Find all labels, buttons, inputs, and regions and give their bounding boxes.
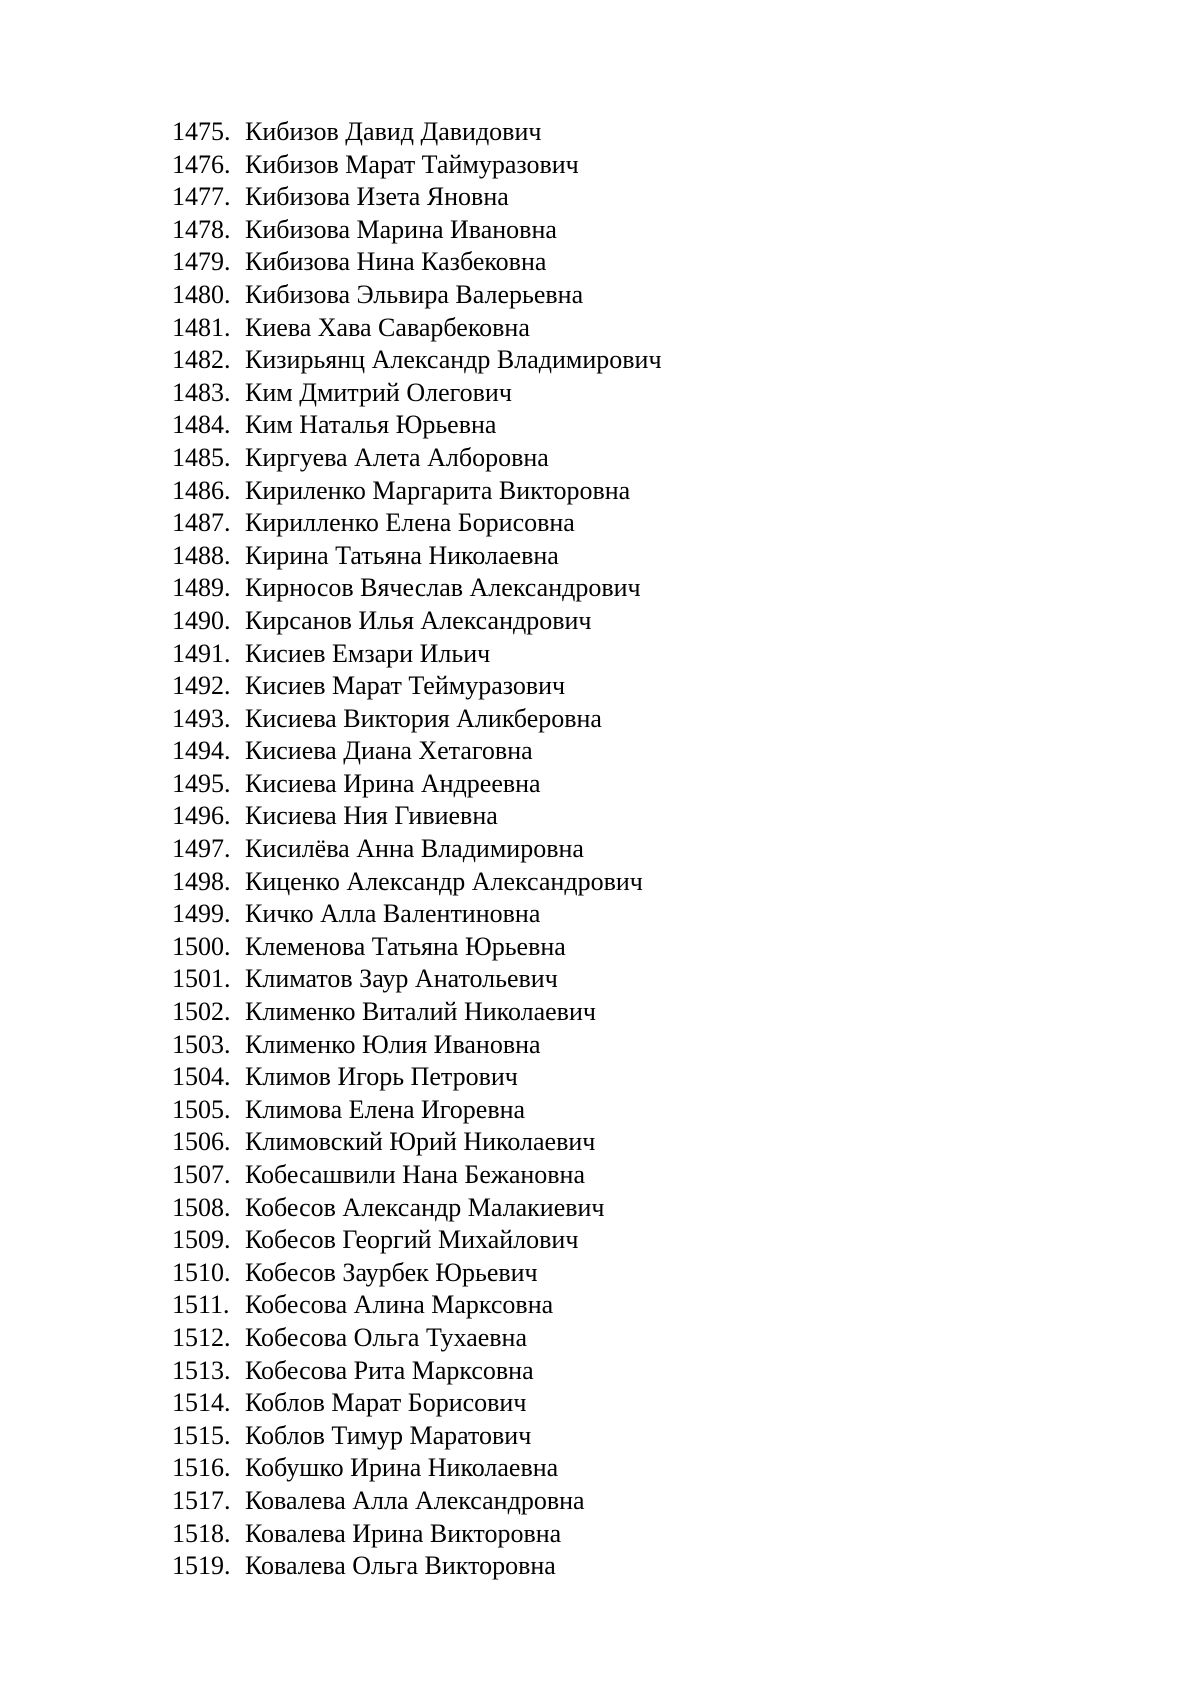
list-item [172, 670, 662, 703]
entry-number: 1476. [172, 149, 231, 179]
entry-number: 1499. [172, 899, 231, 929]
entry-number: 1505. [172, 1094, 231, 1124]
list-item [172, 866, 662, 899]
entry-number: 1490. [172, 605, 231, 635]
list-item [172, 963, 662, 996]
list-item [172, 344, 662, 377]
entry-number: 1504. [172, 1062, 231, 1092]
list-item [172, 1126, 662, 1159]
list-item [172, 768, 662, 801]
entry-number: 1498. [172, 866, 231, 896]
list-item [172, 1094, 662, 1127]
entry-number: 1511. [172, 1290, 230, 1320]
entry-full-name: Кобесов Заурбек Юрьевич [245, 1257, 538, 1287]
entry-number: 1507. [172, 1160, 231, 1189]
entry-number: 1502. [172, 997, 231, 1027]
entry-number: 1495. [172, 768, 231, 798]
entry-number: 1480. [172, 279, 231, 309]
list-item [172, 1420, 662, 1453]
entry-full-name: Кирсанов Илья Александрович [245, 605, 592, 635]
list-item [172, 507, 662, 540]
entry-full-name: Кисиев Емзари Ильич [245, 638, 491, 668]
list-item [172, 1029, 662, 1062]
entry-number: 1478. [172, 214, 231, 244]
list-item [172, 181, 662, 214]
entry-full-name: Киева Хава Саварбековна [245, 312, 530, 342]
entry-full-name: Кизирьянц Александр Владимирович [245, 345, 662, 375]
list-item [172, 605, 662, 638]
list-item [172, 1355, 662, 1388]
entry-full-name: Климовский Юрий Николаевич [245, 1127, 596, 1157]
list-item [172, 735, 662, 768]
list-item [172, 1289, 662, 1322]
entry-full-name: Кисиева Ирина Андреевна [245, 768, 541, 798]
entry-full-name: Кисиева Виктория Аликберовна [245, 703, 602, 733]
entry-full-name: Коблов Марат Борисович [245, 1388, 527, 1418]
entry-number: 1488. [172, 540, 231, 570]
list-item [172, 1322, 662, 1355]
list-item [172, 1061, 662, 1094]
entry-number: 1485. [172, 442, 231, 472]
entry-number: 1519. [172, 1551, 231, 1581]
entry-number: 1497. [172, 834, 231, 864]
entry-number: 1517. [172, 1485, 231, 1515]
entry-full-name: Кисиев Марат Теймуразович [245, 671, 566, 701]
list-item [172, 1257, 662, 1290]
list-item [172, 1518, 662, 1551]
entry-number: 1515. [172, 1420, 231, 1450]
list-item [172, 1550, 662, 1583]
entry-full-name: Кибизова Марина Ивановна [245, 214, 557, 244]
entry-full-name: Кобесова Рита Марксовна [245, 1355, 534, 1385]
entry-full-name: Ковалева Алла Александровна [245, 1485, 585, 1515]
list-item [172, 149, 662, 182]
list-item [172, 214, 662, 247]
list-item [172, 833, 662, 866]
list-item [172, 246, 662, 279]
entry-number: 1483. [172, 377, 231, 407]
entry-number: 1484. [172, 410, 231, 440]
entry-number: 1508. [172, 1192, 231, 1222]
entry-full-name: Кисиева Диана Хетаговна [245, 736, 533, 766]
list-item [172, 442, 662, 475]
entry-full-name: Кобушко Ирина Николаевна [245, 1453, 559, 1483]
entry-full-name: Ким Наталья Юрьевна [245, 410, 497, 440]
entry-number: 1514. [172, 1388, 231, 1418]
entry-full-name: Кириленко Маргарита Викторовна [245, 475, 631, 505]
entry-full-name: Кобесов Александр Малакиевич [245, 1192, 605, 1222]
list-item [172, 1159, 662, 1192]
entry-full-name: Киценко Александр Александрович [245, 866, 643, 896]
entry-number: 1506. [172, 1127, 231, 1157]
entry-number: 1516. [172, 1453, 231, 1483]
list-item [172, 996, 662, 1029]
entry-full-name: Климов Игорь Петрович [245, 1062, 518, 1092]
entry-full-name: Кибизова Эльвира Валерьевна [245, 279, 584, 309]
entry-number: 1481. [172, 312, 231, 342]
list-item [172, 409, 662, 442]
entry-full-name: Кирина Татьяна Николаевна [245, 540, 559, 570]
list-item [172, 1452, 662, 1485]
entry-number: 1510. [172, 1257, 231, 1287]
list-item [172, 377, 662, 410]
entry-full-name: Клименко Виталий Николаевич [245, 997, 596, 1027]
name-list [172, 116, 662, 1583]
entry-number: 1494. [172, 736, 231, 766]
entry-full-name: Кобесова Алина Марксовна [245, 1290, 554, 1320]
entry-full-name: Кичко Алла Валентиновна [245, 899, 541, 929]
entry-full-name: Кибизов Марат Таймуразович [245, 149, 579, 179]
entry-full-name: Кирносов Вячеслав Александрович [245, 573, 641, 603]
entry-number: 1475. [172, 117, 231, 146]
entry-full-name: Климова Елена Игоревна [245, 1094, 526, 1124]
entry-number: 1501. [172, 964, 231, 994]
entry-number: 1500. [172, 931, 231, 961]
entry-number: 1479. [172, 247, 231, 277]
entry-number: 1477. [172, 182, 231, 212]
entry-full-name: Кибизова Нина Казбековна [245, 247, 547, 277]
entry-full-name: Кисиева Ния Гивиевна [245, 801, 498, 831]
list-item [172, 1485, 662, 1518]
list-item [172, 931, 662, 964]
entry-number: 1509. [172, 1225, 231, 1255]
list-item [172, 800, 662, 833]
entry-full-name: Кобесов Георгий Михайлович [245, 1225, 579, 1255]
entry-number: 1512. [172, 1322, 231, 1352]
entry-full-name: Кибизова Изета Яновна [245, 182, 509, 212]
list-item [172, 279, 662, 312]
list-item [172, 572, 662, 605]
list-item [172, 638, 662, 671]
entry-full-name: Кобесова Ольга Тухаевна [245, 1322, 528, 1352]
entry-number: 1493. [172, 703, 231, 733]
entry-full-name: Климатов Заур Анатольевич [245, 964, 558, 994]
entry-full-name: Ковалева Ирина Викторовна [245, 1518, 562, 1548]
entry-number: 1486. [172, 475, 231, 505]
list-item [172, 703, 662, 736]
entry-full-name: Клеменова Татьяна Юрьевна [245, 931, 566, 961]
entry-full-name: Коблов Тимур Маратович [245, 1420, 532, 1450]
entry-number: 1482. [172, 345, 231, 375]
entry-number: 1492. [172, 671, 231, 701]
list-item [172, 1224, 662, 1257]
entry-full-name: Киргуева Алета Алборовна [245, 442, 549, 472]
entry-full-name: Кибизов Давид Давидович [245, 117, 542, 146]
entry-full-name: Ким Дмитрий Олегович [245, 377, 512, 407]
entry-number: 1513. [172, 1355, 231, 1385]
entry-full-name: Ковалева Ольга Викторовна [245, 1551, 556, 1581]
entry-number: 1487. [172, 508, 231, 538]
entry-number: 1503. [172, 1029, 231, 1059]
entry-full-name: Клименко Юлия Ивановна [245, 1029, 541, 1059]
list-item [172, 312, 662, 345]
list-item [172, 1387, 662, 1420]
entry-full-name: Кирилленко Елена Борисовна [245, 508, 575, 538]
list-item [172, 540, 662, 573]
list-item [172, 116, 662, 149]
entry-number: 1491. [172, 638, 231, 668]
list-item [172, 1192, 662, 1225]
entry-number: 1496. [172, 801, 231, 831]
entry-number: 1518. [172, 1518, 231, 1548]
entry-full-name: Кобесашвили Нана Бежановна [245, 1160, 586, 1189]
list-item [172, 898, 662, 931]
list-item [172, 475, 662, 508]
entry-full-name: Кисилёва Анна Владимировна [245, 834, 584, 864]
entry-number: 1489. [172, 573, 231, 603]
